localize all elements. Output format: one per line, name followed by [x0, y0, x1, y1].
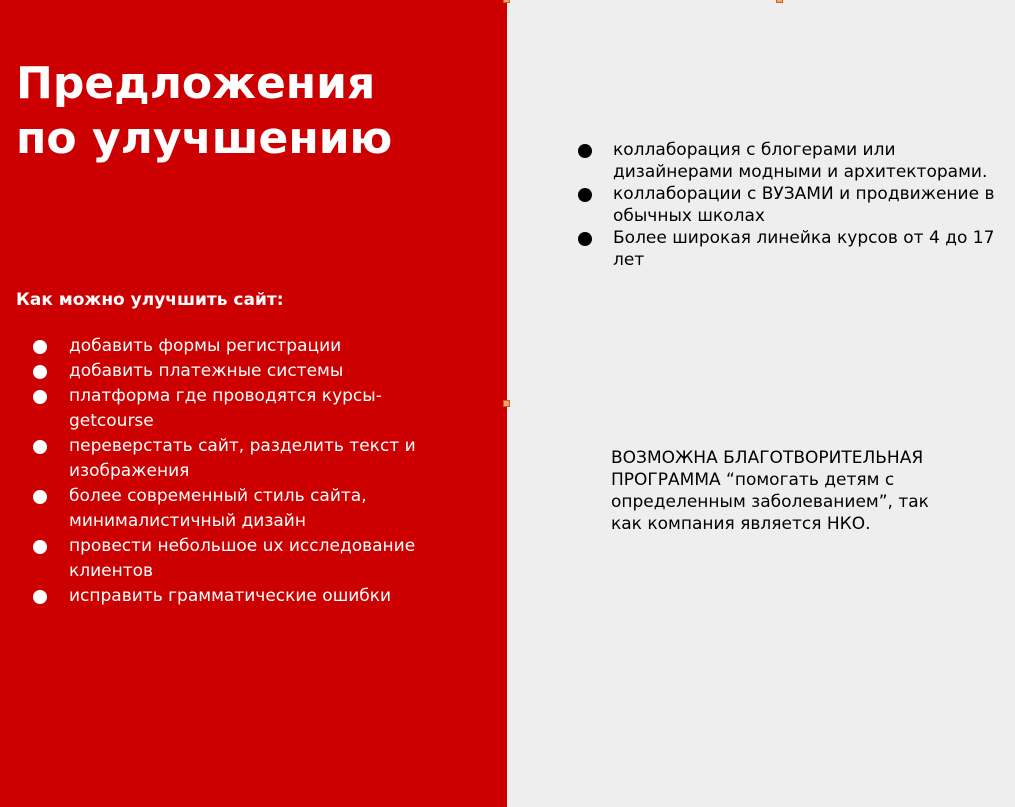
list-item-text: добавить формы регистрации	[69, 336, 342, 356]
list-item	[33, 584, 433, 609]
improvements-list[interactable]	[33, 334, 433, 609]
resize-handle[interactable]	[503, 400, 510, 407]
bullet-icon	[33, 540, 47, 554]
slide-title[interactable]: Предложения по улучшению	[16, 58, 393, 164]
bullet-icon	[33, 340, 47, 354]
list-item	[33, 434, 433, 484]
list-item	[578, 139, 1003, 183]
list-item-text: коллаборация с блогерами или дизайнерами модными и архитекторами.	[613, 140, 988, 182]
bullet-icon	[33, 390, 47, 404]
list-item-text: коллаборации с ВУЗАМИ и продвижение в обычных школах	[613, 184, 995, 226]
list-item-text: платформа где проводятся курсы-getcourse	[69, 386, 382, 431]
list-item-text: Более широкая линейка курсов от 4 до 17 лет	[613, 228, 995, 270]
bullet-icon	[33, 440, 47, 454]
red-panel	[0, 0, 507, 807]
resize-handle[interactable]	[503, 0, 510, 3]
charity-text-box[interactable]: ВОЗМОЖНА БЛАГОТВОРИТЕЛЬНАЯ ПРОГРАММА “помогать детям с определенным заболеванием”, так как компания является НКО.	[611, 448, 929, 534]
list-item-text: переверстать сайт, разделить текст и изображения	[69, 436, 416, 481]
list-item	[33, 359, 433, 384]
list-item	[33, 534, 433, 584]
list-item-text: более современный стиль сайта, минималистичный дизайн	[69, 486, 367, 531]
bullet-icon	[33, 590, 47, 604]
bullet-icon	[578, 144, 592, 158]
subtitle[interactable]: Как можно улучшить сайт:	[16, 290, 284, 310]
list-item	[578, 227, 1003, 271]
list-item-text: провести небольшое ux исследование клиентов	[69, 536, 416, 581]
list-item-text: добавить платежные системы	[69, 361, 344, 381]
bullet-icon	[33, 490, 47, 504]
bullet-icon	[578, 188, 592, 202]
bullet-icon	[578, 232, 592, 246]
list-item-text: исправить грамматические ошибки	[69, 586, 392, 606]
list-item	[578, 183, 1003, 227]
list-item	[33, 484, 433, 534]
resize-handle[interactable]	[776, 0, 783, 3]
list-item	[33, 334, 433, 359]
list-item	[33, 384, 433, 434]
collaboration-list[interactable]	[578, 139, 1003, 271]
bullet-icon	[33, 365, 47, 379]
